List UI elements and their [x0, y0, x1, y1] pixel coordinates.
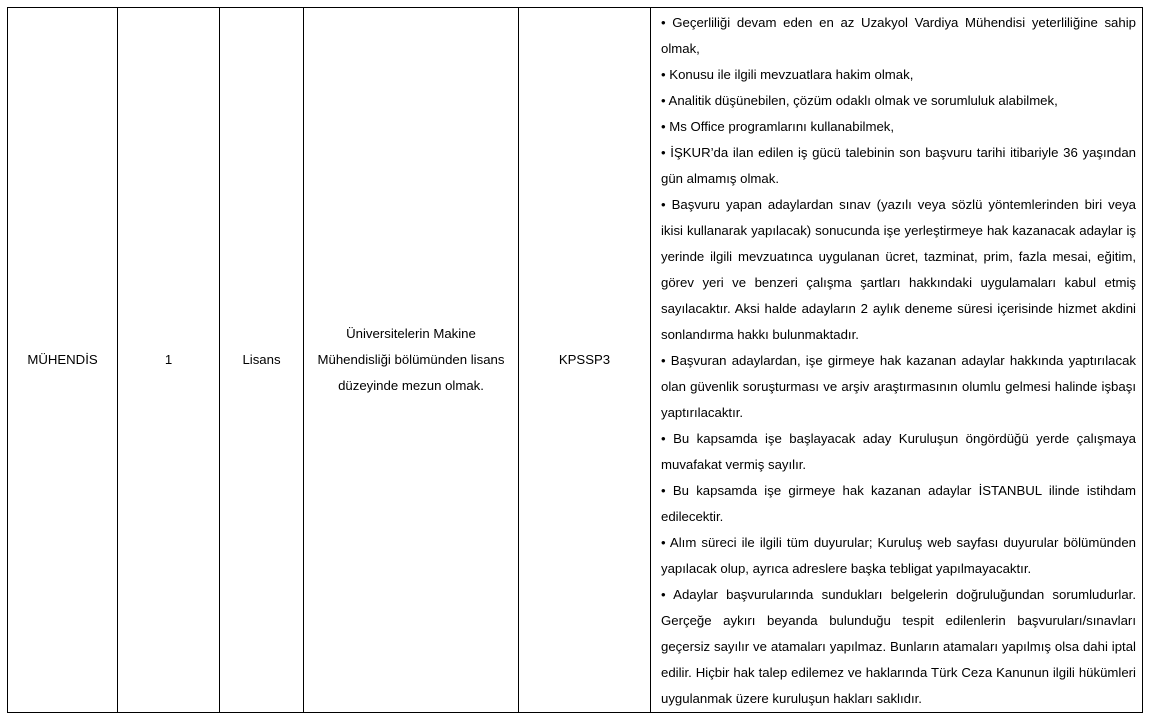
- condition-item: • Bu kapsamda işe girmeye hak kazanan adaylar İSTANBUL ilinde istihdam edilecektir.: [661, 483, 1136, 524]
- condition-item: • Alım süreci ile ilgili tüm duyurular; Kuruluş web sayfası duyurular bölümünden yapılacak olup, ayrıca adreslere başka tebligat yapılmayacaktır.: [661, 535, 1136, 576]
- condition-item: • Konusu ile ilgili mevzuatlara hakim olmak,: [661, 67, 914, 82]
- condition-item: • İŞKUR’da ilan edilen iş gücü talebinin son başvuru tarihi itibariyle 36 yaşından gün almamış olmak.: [661, 145, 1136, 186]
- job-requirements-table: [7, 7, 1143, 713]
- condition-item: • Ms Office programlarını kullanabilmek,: [661, 119, 895, 134]
- qualification-cell: [304, 8, 519, 713]
- qualification-text: Üniversitelerin Makine Mühendisliği bölümünden lisans düzeyinde mezun olmak.: [317, 326, 505, 393]
- education-cell: Lisans: [220, 8, 304, 713]
- condition-item: • Analitik düşünebilen, çözüm odaklı olmak ve sorumluluk alabilmek,: [661, 93, 1058, 108]
- table-row: [8, 8, 1143, 713]
- condition-item: • Geçerliliği devam eden en az Uzakyol Vardiya Mühendisi yeterliliğine sahip olmak,: [661, 15, 1136, 56]
- conditions-cell: [651, 8, 1143, 713]
- count-cell: 1: [118, 8, 220, 713]
- exam-cell: KPSSP3: [519, 8, 651, 713]
- condition-item: • Adaylar başvurularında sundukları belgelerin doğruluğundan sorumludurlar. Gerçeğe aykırı beyanda bulunduğu tespit edilenlerin başvuruları/sınavları geçersiz sayılır ve atamaları yapılmaz. Bunların atamaları yapılmış olsa dahi iptal edilir. Hiçbir hak talep edilemez ve haklarında Türk Ceza Kanunun ilgili hükümleri uygulanmak üzere kuruluşun hakları saklıdır.: [661, 587, 1136, 706]
- condition-item: • Bu kapsamda işe başlayacak aday Kuruluşun öngördüğü yerde çalışmaya muvafakat vermiş sayılır.: [661, 431, 1136, 472]
- position-cell: MÜHENDİS: [8, 8, 118, 713]
- condition-item: • Başvuran adaylardan, işe girmeye hak kazanan adaylar hakkında yaptırılacak olan güvenlik soruşturması ve arşiv araştırmasının olumlu gelmesi halinde işbaşı yaptırılacaktır.: [661, 353, 1136, 420]
- condition-item: • Başvuru yapan adaylardan sınav (yazılı veya sözlü yöntemlerinden biri veya ikisi kullanarak yapılacak) sonucunda işe yerleştirmeye hak kazanacak adaylar iş yerinde ilgili mevzuatınca uygulanan ücret, tazminat, prim, fazla mesai, eğitim, görev yeri ve benzeri çalışma şartları hakkındaki uygulamaları kabul etmiş sayılacaktır. Aksi halde adayların 2 aylık deneme süresi içerisinde hizmet akdini sonlandırma hakkı bulunmaktadır.: [661, 197, 1136, 342]
